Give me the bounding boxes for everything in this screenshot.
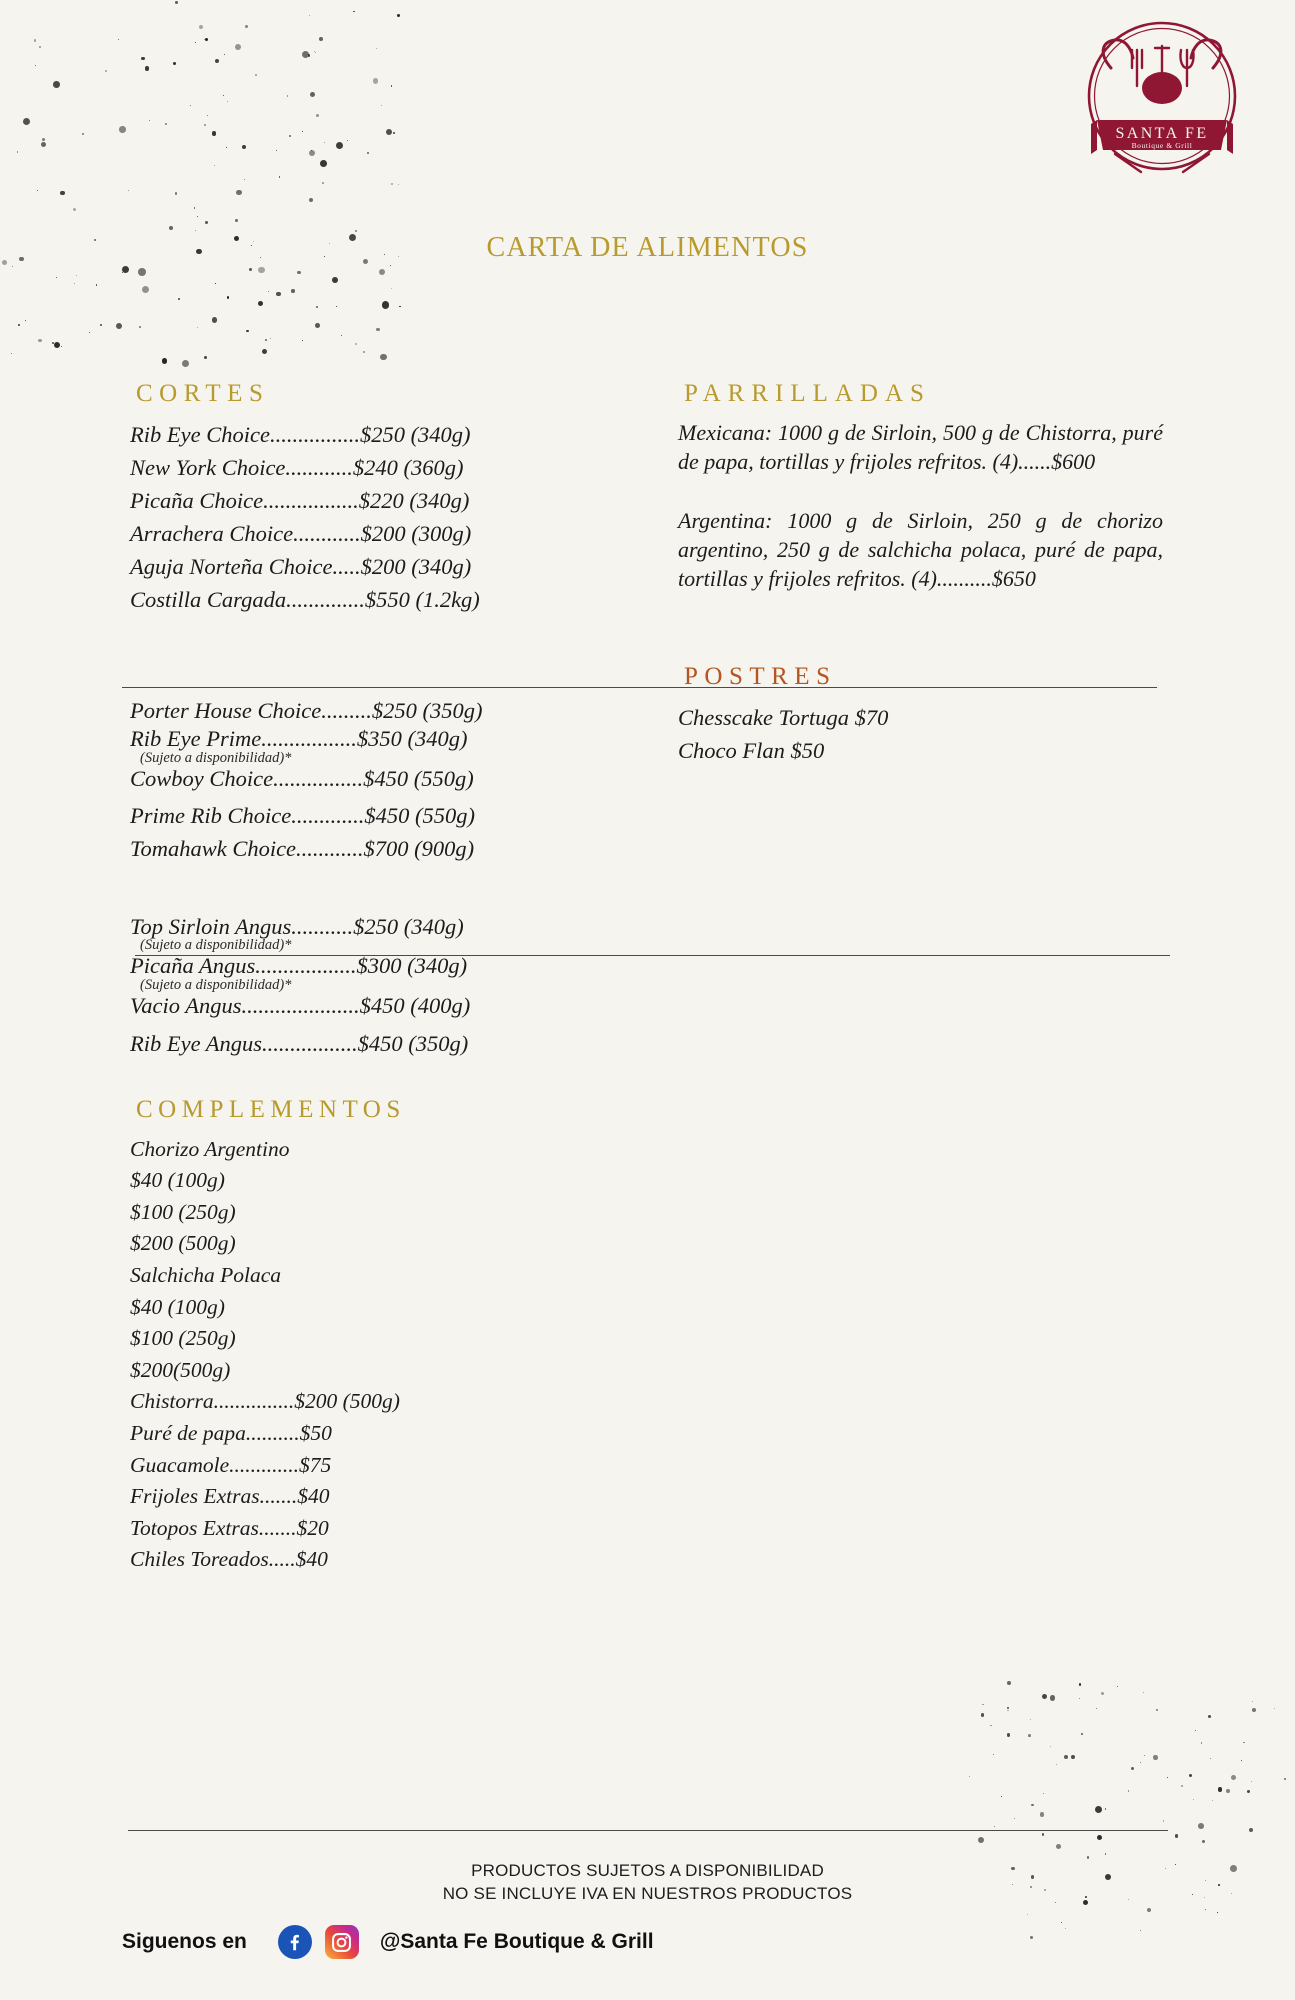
menu-item: $200 (500g) bbox=[130, 1231, 236, 1256]
footer-line-2: NO SE INCLUYE IVA EN NUESTROS PRODUCTOS bbox=[442, 1883, 853, 1903]
section-heading-complementos: COMPLEMENTOS bbox=[136, 1095, 406, 1123]
menu-item: Frijoles Extras.......$40 bbox=[130, 1484, 330, 1509]
menu-item: $100 (250g) bbox=[130, 1199, 236, 1224]
section-divider-2 bbox=[135, 955, 1170, 956]
menu-item: Rib Eye Angus.................$450 (350g) bbox=[130, 1030, 469, 1056]
menu-item: Salchicha Polaca bbox=[130, 1262, 282, 1287]
section-divider-1 bbox=[122, 687, 1157, 688]
santa-fe-logo bbox=[1075, 14, 1250, 179]
menu-item: Vacio Angus.....................$450 (400g) bbox=[130, 992, 471, 1018]
menu-item: Porter House Choice.........$250 (350g) bbox=[130, 698, 483, 724]
social-handle[interactable]: @Santa Fe Boutique & Grill bbox=[379, 1930, 654, 1953]
menu-item: Aguja Norteña Choice.....$200 (340g) bbox=[130, 554, 472, 580]
menu-item: Picaña Angus..................$300 (340g) bbox=[130, 953, 468, 979]
menu-item: Arrachera Choice............$200 (300g) bbox=[130, 521, 472, 547]
footer-line-1: PRODUCTOS SUJETOS A DISPONIBILIDAD bbox=[471, 1861, 824, 1880]
menu-item: Guacamole.............$75 bbox=[130, 1452, 332, 1477]
menu-item: Cowboy Choice................$450 (550g) bbox=[130, 766, 474, 791]
menu-item: Rib Eye Prime.................$350 (340g) bbox=[130, 726, 468, 752]
social-bar bbox=[122, 1925, 654, 1959]
cortes-block-3 bbox=[130, 915, 560, 1060]
menu-item: $40 (100g) bbox=[130, 1294, 225, 1319]
availability-note: (Sujeto a disponibilidad)* bbox=[140, 937, 292, 954]
ink-speckle-decoration-top bbox=[0, 0, 400, 360]
parrillada-mexicana: Mexicana: 1000 g de Sirloin, 500 g de Chistorra, puré de papa, tortillas y frijoles refritos. (4)......$600 bbox=[678, 420, 1163, 475]
availability-note: (Sujeto a disponibilidad)* bbox=[140, 976, 292, 993]
menu-item: Chiles Toreados.....$40 bbox=[130, 1547, 328, 1572]
menu-item: Choco Flan $50 bbox=[678, 738, 825, 764]
left-column bbox=[130, 380, 560, 1576]
section-heading-postres: POSTRES bbox=[684, 663, 837, 691]
menu-item: Chesscake Tortuga $70 bbox=[678, 705, 889, 731]
logo-tagline-text: Boutique & Grill bbox=[1131, 141, 1193, 150]
menu-item: Rib Eye Choice................$250 (340g) bbox=[130, 422, 471, 447]
menu-item: Totopos Extras.......$20 bbox=[130, 1515, 329, 1540]
menu-item: Tomahawk Choice............$700 (900g) bbox=[130, 835, 475, 861]
cortes-block-2 bbox=[130, 694, 560, 864]
parrillada-argentina: Argentina: 1000 g de Sirloin, 250 g de chorizo argentino, 250 g de salchicha polaca, puré de papa, tortillas y frijoles refritos. (4)..........$650 bbox=[678, 508, 1163, 592]
logo-name-text: SANTA FE bbox=[1115, 125, 1209, 142]
instagram-icon[interactable] bbox=[325, 1925, 359, 1959]
cortes-block-1 bbox=[130, 418, 560, 616]
section-divider-3 bbox=[128, 1830, 1168, 1831]
section-heading-parrilladas: PARRILLADAS bbox=[684, 380, 931, 407]
availability-note: (Sujeto a disponibilidad)* bbox=[140, 750, 292, 767]
menu-item: $40 (100g) bbox=[130, 1168, 225, 1193]
complementos-list bbox=[130, 1134, 560, 1576]
menu-item: Puré de papa..........$50 bbox=[130, 1420, 332, 1445]
follow-label: Siguenos en bbox=[122, 1930, 247, 1953]
menu-item: Costilla Cargada..............$550 (1.2kg) bbox=[130, 587, 480, 613]
menu-item: Top Sirloin Angus...........$250 (340g) bbox=[130, 913, 464, 939]
footer-disclaimer bbox=[0, 1860, 1295, 1906]
menu-item: Chorizo Argentino bbox=[130, 1136, 290, 1161]
menu-item: Picaña Choice.................$220 (340g) bbox=[130, 488, 470, 514]
right-column bbox=[678, 380, 1163, 767]
facebook-icon[interactable] bbox=[278, 1925, 312, 1959]
menu-item: Prime Rib Choice.............$450 (550g) bbox=[130, 802, 475, 828]
menu-item: New York Choice............$240 (360g) bbox=[130, 455, 464, 481]
page-title: CARTA DE ALIMENTOS bbox=[486, 232, 809, 263]
menu-item: $200(500g) bbox=[130, 1357, 231, 1382]
section-heading-cortes: CORTES bbox=[136, 380, 270, 407]
menu-item: $100 (250g) bbox=[130, 1326, 236, 1351]
menu-item: Chistorra...............$200 (500g) bbox=[130, 1389, 400, 1414]
